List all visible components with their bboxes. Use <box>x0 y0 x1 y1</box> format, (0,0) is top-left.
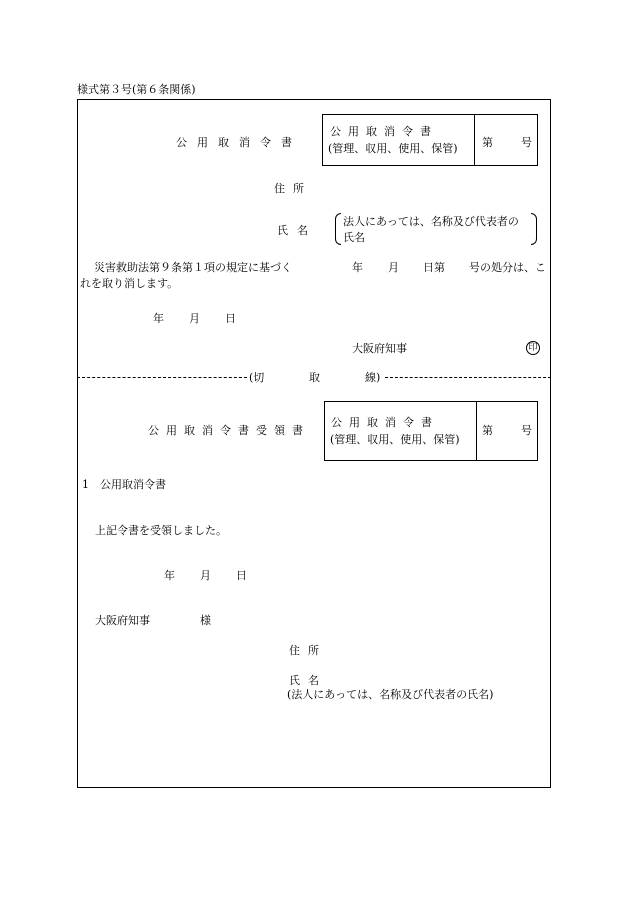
cut-line-close: 線) <box>365 371 381 384</box>
lower-received-text: 上記令書を受領しました。 <box>95 524 227 537</box>
upper-body-line1-e: 号の処分は、こ <box>469 261 546 274</box>
lower-number-dai: 第 <box>482 424 493 437</box>
upper-address-label: 住所 <box>274 182 312 195</box>
lower-box-title: 公用取消令書 <box>331 416 439 429</box>
upper-body-line1-a: 災害救助法第９条第１項の規定に基づく <box>94 261 292 274</box>
upper-number-go: 号 <box>521 136 532 149</box>
upper-date-month: 月 <box>189 312 200 325</box>
upper-name-note-line1: 法人にあっては、名称及び代表者の <box>343 215 519 228</box>
lower-date-day: 日 <box>236 569 247 582</box>
lower-sama: 様 <box>200 614 211 627</box>
upper-body-line1-b: 年 <box>352 261 363 274</box>
upper-box-divider <box>474 114 475 166</box>
upper-body-line1-c: 月 <box>388 261 399 274</box>
upper-name-label: 氏名 <box>277 224 317 237</box>
lower-box-divider <box>476 401 477 461</box>
upper-date-day: 日 <box>225 312 236 325</box>
lower-addressee: 大阪府知事 <box>95 614 150 627</box>
upper-type-box <box>322 114 538 166</box>
lower-item-1: 1 公用取消令書 <box>82 478 166 491</box>
cut-line-left <box>77 377 247 378</box>
seal-mark: 印 <box>526 341 540 355</box>
upper-number-dai: 第 <box>482 136 493 149</box>
lower-title: 公用取消令書受領書 <box>148 424 310 437</box>
name-note-bracket-left <box>335 213 341 245</box>
cut-line-open: (切 <box>249 371 265 384</box>
upper-body-line1-d: 日第 <box>423 261 445 274</box>
upper-issuer: 大阪府知事 <box>352 342 407 355</box>
upper-name-note-line2: 氏名 <box>343 231 365 244</box>
lower-name-note: (法人にあっては、名称及び代表者の氏名) <box>287 688 494 701</box>
upper-title: 公用取消令書 <box>176 136 302 149</box>
lower-date-month: 月 <box>200 569 211 582</box>
name-note-bracket-right <box>531 213 537 245</box>
lower-box-subtitle: (管理、収用、使用、保管) <box>330 433 460 446</box>
lower-name-label: 氏名 <box>289 674 327 687</box>
upper-date-year: 年 <box>153 312 164 325</box>
lower-date-year: 年 <box>164 569 175 582</box>
form-number-label: 様式第３号(第６条関係) <box>77 83 196 96</box>
upper-body-line2: れを取り消します。 <box>80 277 179 290</box>
lower-type-box <box>324 401 538 461</box>
cut-line-right <box>385 377 551 378</box>
upper-box-title: 公用取消令書 <box>330 125 438 138</box>
lower-address-label: 住所 <box>289 644 327 657</box>
upper-box-subtitle: (管理、収用、使用、保管) <box>328 142 458 155</box>
lower-number-go: 号 <box>521 424 532 437</box>
cut-line-middle: 取 <box>309 371 320 384</box>
